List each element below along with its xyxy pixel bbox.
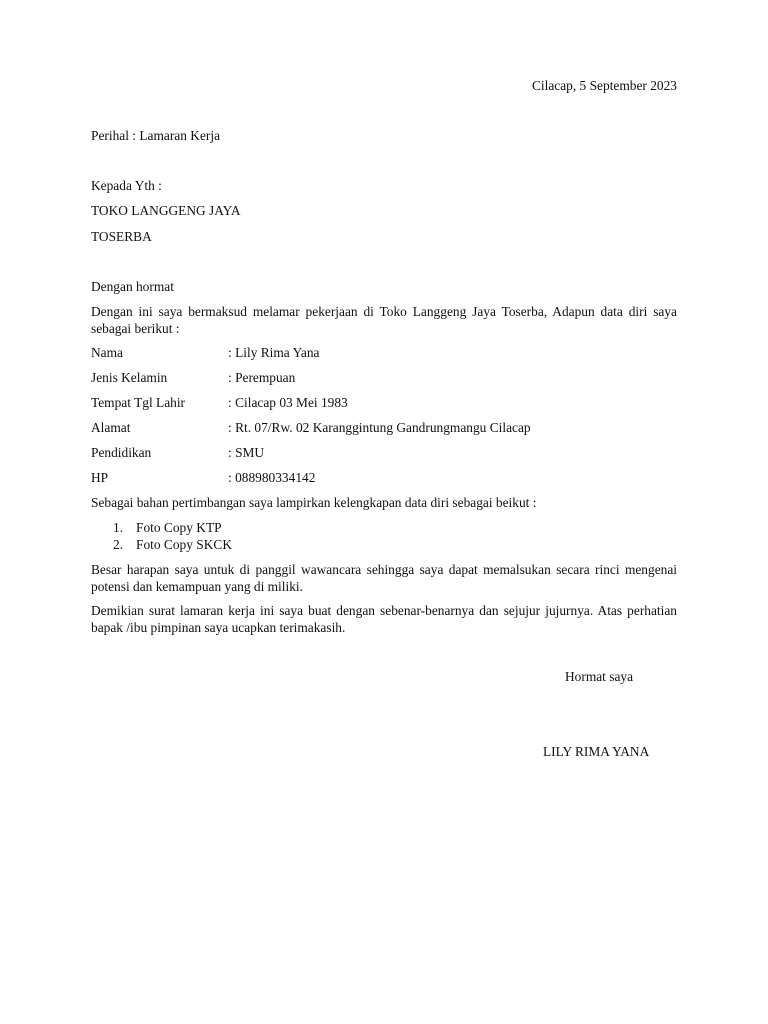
list-item	[113, 537, 232, 553]
field-label: Nama	[91, 345, 123, 360]
letter-subject: Perihal : Lamaran Kerja	[91, 128, 221, 143]
closing-paragraph: Demikian surat lamaran kerja ini saya buat dengan sebenar-benarnya dan sejujur jujurnya. Atas perhatian bapak /ibu pimpinan saya ucapkan terimakasih.	[91, 603, 677, 635]
field-label: Tempat Tgl Lahir	[91, 395, 186, 410]
field-label: Jenis Kelamin	[91, 370, 168, 385]
list-number: 1.	[113, 520, 124, 535]
field-value: : SMU	[228, 445, 265, 460]
greeting: Dengan hormat	[91, 279, 174, 294]
field-value: : Lily Rima Yana	[228, 345, 320, 360]
letter-date: Cilacap, 5 September 2023	[531, 78, 677, 93]
recipient-salutation: Kepada Yth :	[91, 178, 162, 193]
attachments-intro: Sebagai bahan pertimbangan saya lampirkan kelengkapan data diri sebagai beikut :	[91, 495, 537, 510]
intro-paragraph: Dengan ini saya bermaksud melamar pekerjaan di Toko Langgeng Jaya Toserba, Adapun data diri saya sebagai berikut :	[91, 304, 677, 336]
hope-paragraph: Besar harapan saya untuk di panggil wawancara sehingga saya dapat memalsukan secara rinci mengenai potensi dan kemampuan yang di miliki.	[91, 562, 677, 594]
field-value: : Cilacap 03 Mei 1983	[228, 395, 348, 410]
field-label: Alamat	[91, 420, 131, 435]
field-label: HP	[91, 470, 109, 485]
list-text: Foto Copy SKCK	[136, 537, 232, 552]
field-value: : Perempuan	[228, 370, 296, 385]
field-value: : 088980334142	[228, 470, 316, 485]
field-label: Pendidikan	[91, 445, 152, 460]
recipient-name: TOKO LANGGENG JAYA	[91, 203, 241, 218]
list-item	[113, 520, 222, 536]
list-text: Foto Copy KTP	[136, 520, 222, 535]
list-number: 2.	[113, 537, 124, 552]
field-value: : Rt. 07/Rw. 02 Karanggintung Gandrungmangu Cilacap	[228, 420, 531, 435]
recipient-line2: TOSERBA	[91, 229, 152, 244]
signer-name: LILY RIMA YANA	[543, 744, 650, 759]
regards: Hormat saya	[565, 669, 634, 684]
